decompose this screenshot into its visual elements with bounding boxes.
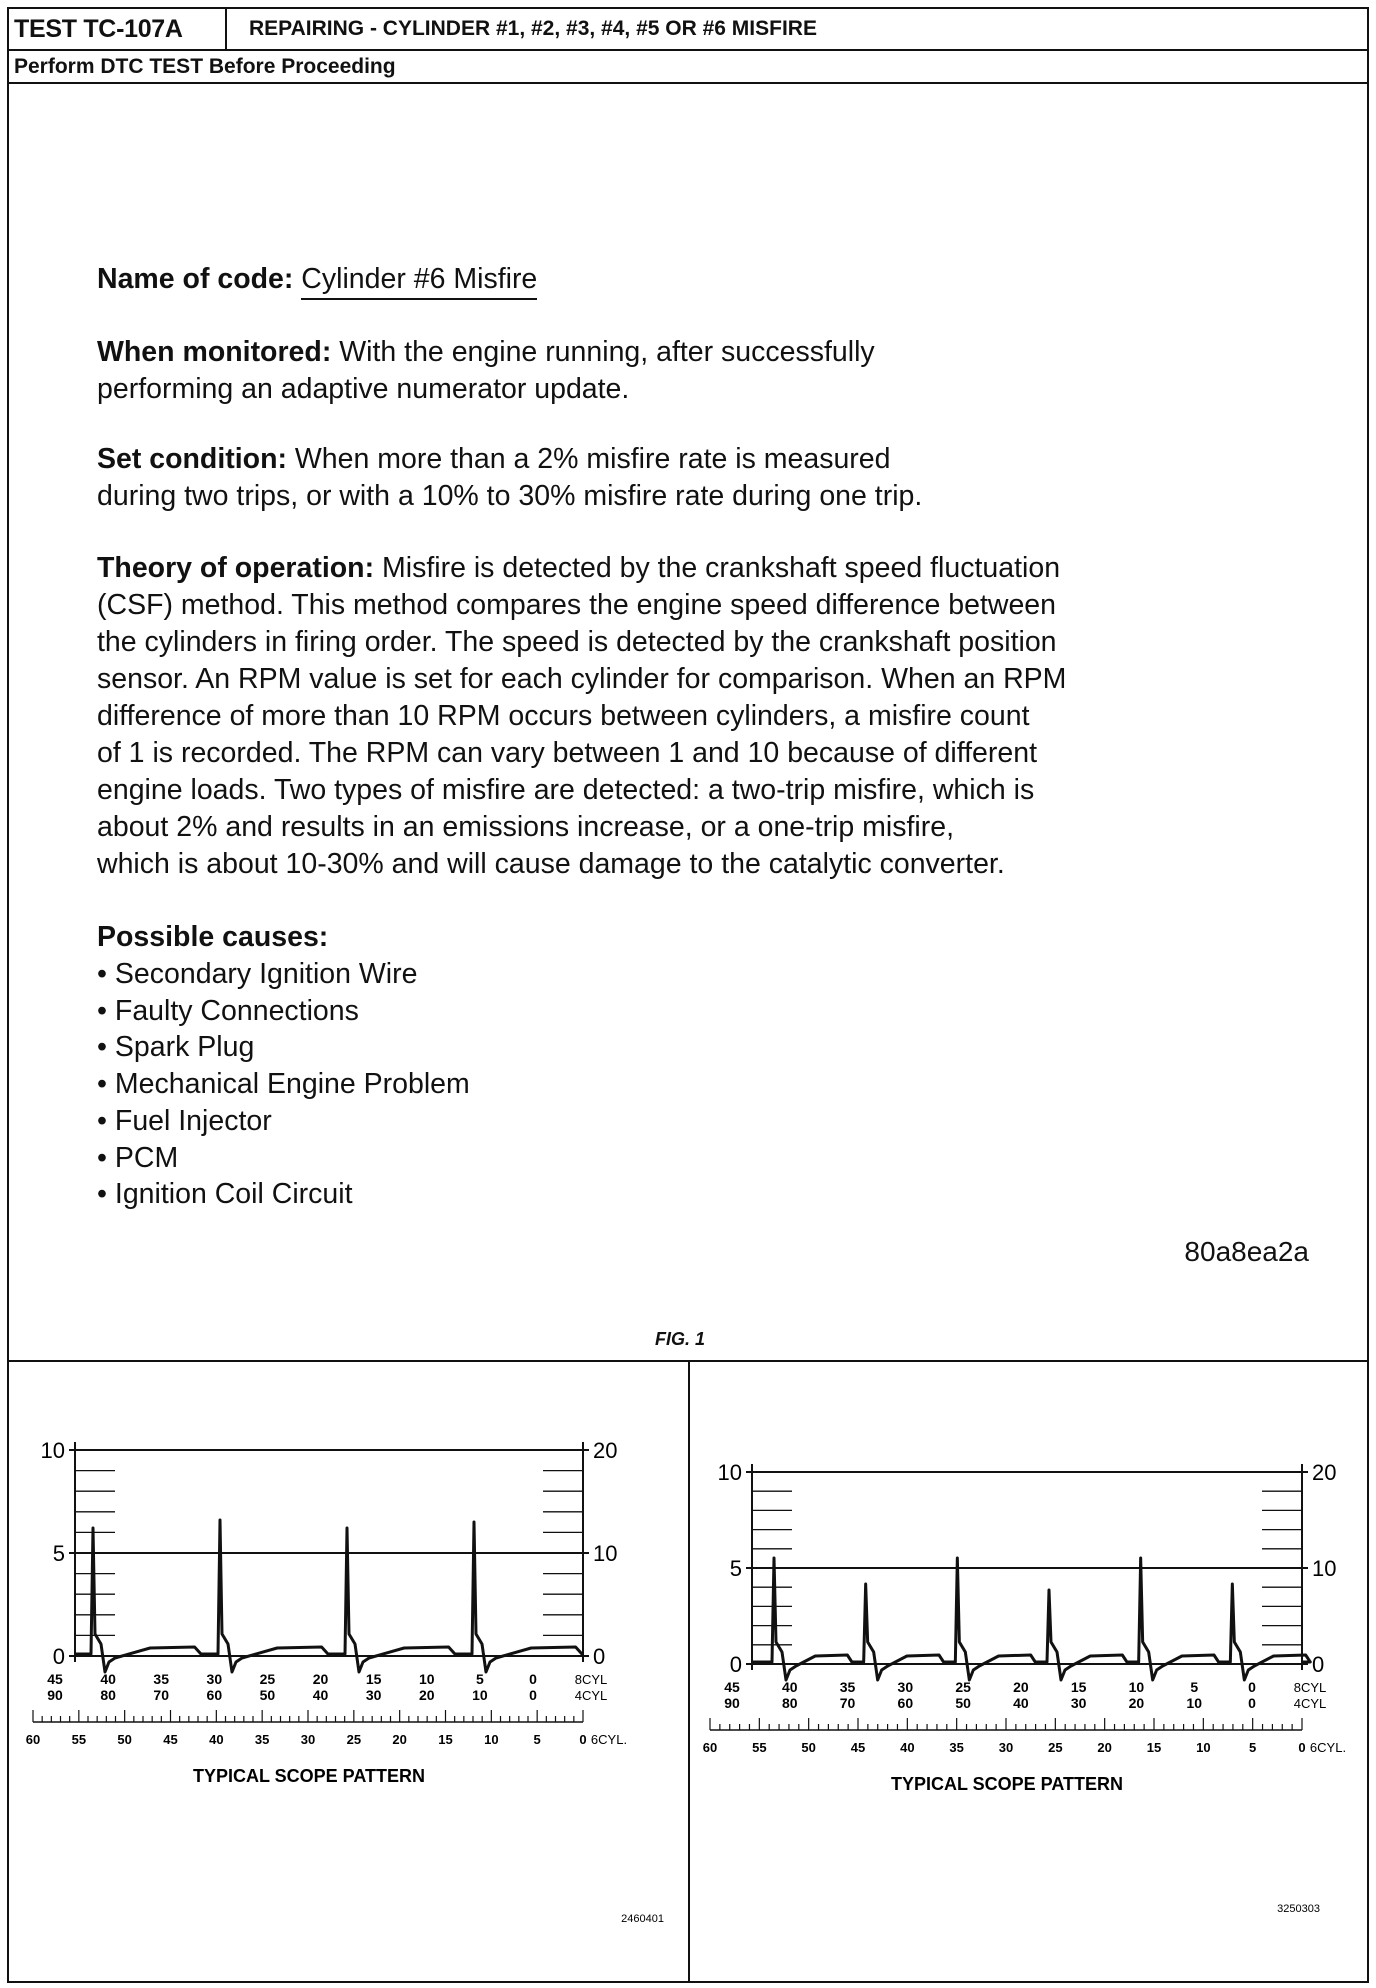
scale-4cyl-label: 80: [781, 1695, 798, 1711]
scale-8cyl-label: 25: [259, 1671, 276, 1687]
theory-line: Misfire is detected by the crankshaft speed fluctuation: [382, 552, 1061, 584]
scale-6cyl-label: 0: [1298, 1740, 1306, 1755]
scale-8cyl-label: 25: [955, 1679, 971, 1695]
scale-4cyl-label: 30: [365, 1687, 382, 1703]
scale-8cyl-label: 0: [529, 1671, 537, 1687]
scale-6cyl-label: 20: [392, 1732, 407, 1747]
scale-8cyl-label: 30: [897, 1679, 914, 1695]
cause-item: • Faulty Connections: [97, 994, 359, 1027]
figure-box: [9, 1360, 1367, 1981]
scale-6cyl-label: 40: [900, 1740, 915, 1755]
scale-6cyl-label: 20: [1097, 1740, 1112, 1755]
when-monitored-line: performing an adaptive numerator update.: [97, 373, 630, 405]
theory-line: of 1 is recorded. The RPM can vary between 1 and 10 because of different: [97, 737, 1038, 769]
scale-6cyl-label: 5: [1249, 1740, 1257, 1755]
theory-line: difference of more than 10 RPM occurs between cylinders, a misfire count: [97, 700, 1030, 732]
scale-4cyl-label: 90: [724, 1695, 740, 1711]
set-condition-line: When more than a 2% misfire rate is measured: [294, 443, 891, 475]
scope-caption: TYPICAL SCOPE PATTERN: [192, 1766, 426, 1786]
scope-waveform: [75, 1520, 583, 1672]
subheader-row: [9, 51, 1367, 84]
right-axis-label: 20: [593, 1438, 618, 1463]
scale-6cyl-label: 35: [949, 1740, 964, 1755]
cause-item: • Spark Plug: [97, 1031, 255, 1064]
scale-6cyl-label: 15: [438, 1732, 453, 1747]
scale-6cyl-label: 25: [1048, 1740, 1063, 1755]
scale-8cyl-unit: 8CYL: [1293, 1680, 1327, 1695]
theory-line: the cylinders in firing order. The speed is detected by the crankshaft position: [97, 626, 1057, 658]
scale-6cyl-label: 10: [1196, 1740, 1211, 1755]
theory-line: sensor. An RPM value is set for each cylinder for comparison. When an RPM: [97, 663, 1067, 695]
causes-list: [97, 956, 1277, 1213]
procedure-page: [7, 7, 1369, 1983]
scale-8cyl-label: 35: [153, 1671, 170, 1687]
panel-id: 2460401: [621, 1913, 664, 1925]
scale-6cyl-label: 35: [254, 1732, 270, 1747]
theory-line: about 2% and results in an emissions increase, or a one-trip misfire,: [97, 811, 954, 843]
scale-6cyl-label: 30: [300, 1732, 316, 1747]
scale-4cyl-label: 30: [1070, 1695, 1087, 1711]
right-axis-label: 0: [593, 1644, 606, 1669]
scale-8cyl-label: 10: [1128, 1679, 1145, 1695]
scope-caption: TYPICAL SCOPE PATTERN: [890, 1774, 1124, 1794]
scale-6cyl-label: 5: [533, 1732, 541, 1747]
scale-4cyl-label: 70: [153, 1687, 170, 1703]
scale-6cyl-label: 40: [209, 1732, 224, 1747]
scale-4cyl-label: 10: [472, 1687, 488, 1703]
test-id: TEST TC-107A: [9, 9, 227, 49]
scale-4cyl-label: 10: [1186, 1695, 1203, 1711]
right-axis-label: 0: [1312, 1652, 1325, 1677]
right-axis-label: 20: [1312, 1460, 1337, 1485]
scale-4cyl-label: 50: [955, 1695, 971, 1711]
scale-8cyl-label: 10: [418, 1671, 435, 1687]
figure-label: FIG. 1: [655, 1329, 706, 1349]
scale-8cyl-unit: 8CYL: [574, 1672, 608, 1687]
scale-6cyl-label: 45: [163, 1732, 178, 1747]
cause-item: • Fuel Injector: [97, 1104, 272, 1137]
scale-6cyl-label: 55: [71, 1732, 87, 1747]
theory-label: Theory of operation:: [97, 552, 375, 584]
scale-6cyl-label: 15: [1146, 1740, 1162, 1755]
scale-6cyl-label: 50: [117, 1732, 132, 1747]
set-condition-line: during two trips, or with a 10% to 30% misfire rate during one trip.: [97, 480, 923, 512]
reference-code: 80a8ea2a: [1184, 1236, 1309, 1267]
cause-item: • Secondary Ignition Wire: [97, 958, 418, 990]
scale-6cyl-unit: 6CYL.: [1309, 1740, 1347, 1755]
panel-id: 3250303: [1277, 1903, 1320, 1915]
scale-6cyl-label: 45: [850, 1740, 866, 1755]
scale-8cyl-label: 0: [1248, 1679, 1256, 1695]
code-name-label: Name of code:: [97, 263, 294, 295]
test-title: REPAIRING - CYLINDER #1, #2, #3, #4, #5 OR #6 MISFIRE: [249, 17, 817, 40]
scale-6cyl-label: 10: [484, 1732, 499, 1747]
scope-pattern-left: [9, 1362, 685, 1983]
scale-8cyl-label: 15: [365, 1671, 382, 1687]
scale-4cyl-label: 90: [47, 1687, 63, 1703]
scale-4cyl-label: 0: [529, 1687, 537, 1703]
scale-8cyl-label: 20: [312, 1671, 329, 1687]
left-axis-label: 5: [52, 1541, 65, 1566]
scale-4cyl-label: 80: [100, 1687, 116, 1703]
set-condition-label: Set condition:: [97, 443, 287, 475]
theory-of-operation: [97, 550, 1277, 883]
scale-4cyl-unit: 4CYL: [574, 1688, 608, 1703]
procedure-subtitle: Perform DTC TEST Before Proceeding: [14, 55, 396, 78]
left-axis-label: 0: [729, 1652, 742, 1677]
left-axis-label: 5: [729, 1556, 742, 1581]
scale-4cyl-unit: 4CYL: [1293, 1696, 1327, 1711]
cause-item: • Ignition Coil Circuit: [97, 1178, 353, 1211]
scale-6cyl-label: 25: [346, 1732, 362, 1747]
set-condition: [97, 441, 1277, 515]
scale-6cyl-label: 60: [702, 1740, 718, 1755]
left-axis-label: 10: [40, 1438, 65, 1463]
left-axis-label: 10: [717, 1460, 742, 1485]
scope-panel-right: [690, 1362, 1366, 1983]
scale-8cyl-label: 40: [100, 1671, 116, 1687]
scale-8cyl-label: 20: [1013, 1679, 1029, 1695]
when-monitored: [97, 334, 1277, 408]
scale-4cyl-label: 60: [206, 1687, 223, 1703]
scale-4cyl-label: 40: [312, 1687, 329, 1703]
code-name: [97, 261, 1277, 298]
scale-6cyl-label: 0: [579, 1732, 587, 1747]
theory-line: which is about 10-30% and will cause damage to the catalytic converter.: [97, 848, 1005, 880]
scale-6cyl-unit: 6CYL.: [590, 1732, 628, 1747]
possible-causes: [97, 919, 1277, 1213]
scope-pattern-right: [690, 1362, 1366, 1983]
scale-6cyl-label: 30: [998, 1740, 1014, 1755]
scale-8cyl-label: 30: [206, 1671, 223, 1687]
scale-8cyl-label: 45: [47, 1671, 63, 1687]
scale-4cyl-label: 20: [1128, 1695, 1145, 1711]
possible-causes-label: Possible causes:: [97, 921, 329, 953]
scope-waveform: [752, 1558, 1310, 1680]
scale-8cyl-label: 45: [724, 1679, 740, 1695]
scale-8cyl-label: 15: [1070, 1679, 1087, 1695]
scale-8cyl-label: 5: [1190, 1679, 1199, 1695]
scale-4cyl-label: 70: [839, 1695, 856, 1711]
scale-6cyl-label: 55: [752, 1740, 767, 1755]
scope-panel-left: [9, 1362, 685, 1983]
scale-8cyl-label: 35: [839, 1679, 856, 1695]
scale-4cyl-label: 60: [897, 1695, 914, 1711]
scale-6cyl-label: 50: [801, 1740, 816, 1755]
theory-line: engine loads. Two types of misfire are detected: a two-trip misfire, which is: [97, 774, 1035, 806]
scale-6cyl-label: 60: [25, 1732, 41, 1747]
when-monitored-line: With the engine running, after successfully: [339, 336, 875, 368]
when-monitored-label: When monitored:: [97, 336, 332, 368]
scale-4cyl-label: 0: [1248, 1695, 1256, 1711]
theory-line: (CSF) method. This method compares the engine speed difference between: [97, 589, 1056, 621]
scale-4cyl-label: 40: [1013, 1695, 1029, 1711]
header-row: [9, 9, 1367, 51]
code-name-value: Cylinder #6 Misfire: [301, 263, 537, 300]
cause-item: • Mechanical Engine Problem: [97, 1068, 470, 1101]
scale-8cyl-label: 5: [475, 1671, 484, 1687]
cause-item: • PCM: [97, 1141, 179, 1174]
right-axis-label: 10: [593, 1541, 618, 1566]
right-axis-label: 10: [1312, 1556, 1337, 1581]
scale-8cyl-label: 40: [781, 1679, 798, 1695]
scale-4cyl-label: 20: [418, 1687, 435, 1703]
left-axis-label: 0: [52, 1644, 65, 1669]
scale-4cyl-label: 50: [259, 1687, 276, 1703]
